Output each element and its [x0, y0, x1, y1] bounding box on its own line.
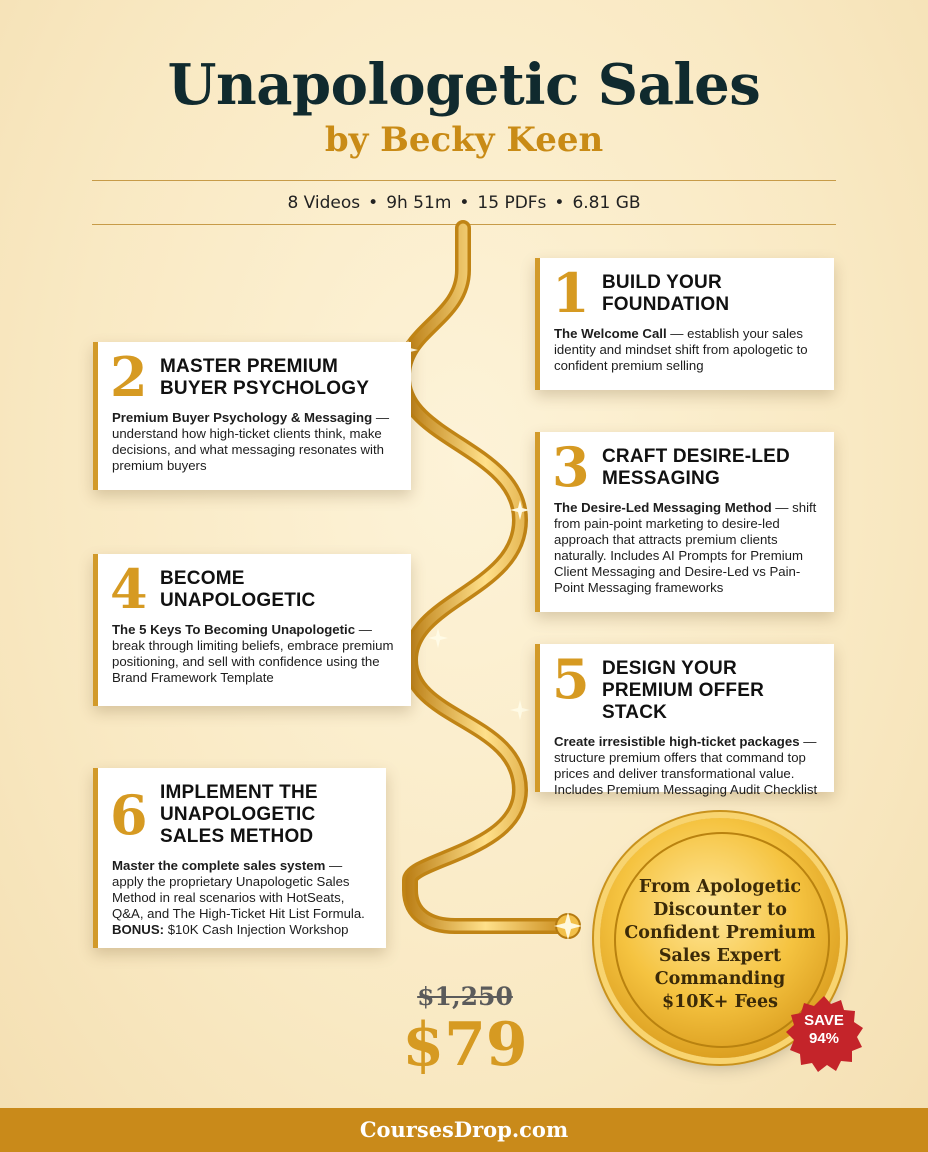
step-number: 6	[110, 783, 148, 847]
step-title: BUILD YOUR FOUNDATION	[602, 272, 730, 315]
step-title: IMPLEMENT THE UNAPOLOGETIC SALES METHOD	[160, 782, 318, 847]
seal-line-1: SAVE	[804, 1012, 844, 1029]
seal-line-2: 94%	[808, 1030, 840, 1047]
bonus-text: $10K Cash Injection Workshop	[164, 922, 349, 937]
step-title: CRAFT DESIRE-LED MESSAGING	[602, 446, 790, 489]
sparkle-icon	[554, 912, 582, 940]
step-number: 5	[552, 647, 590, 711]
step-number: 1	[552, 261, 590, 325]
step-title: BECOME UNAPOLOGETIC	[160, 568, 316, 611]
author-subtitle: by Becky Keen	[324, 120, 604, 160]
sparkle-icon	[510, 700, 530, 720]
step-title: MASTER PREMIUM BUYER PSYCHOLOGY	[160, 356, 370, 399]
sale-price: $79	[402, 1010, 528, 1080]
stat-pdfs: 15 PDFs	[477, 193, 547, 213]
step-description: Premium Buyer Psychology & Messaging — understand how high-ticket clients think, make decisions, and what messaging resonates with premium buyers	[112, 410, 390, 473]
sparkle-icon	[428, 628, 448, 648]
step-card-1	[535, 258, 834, 390]
original-price: $1,250	[417, 982, 513, 1011]
step-card-2	[93, 342, 411, 490]
step-description: The Desire-Led Messaging Method — shift from pain-point marketing to desire-led approach that attracts premium clients naturally. Includes AI Prompts for Premium Client Messaging and Desire-Led vs Pain-Point Messaging frameworks	[554, 500, 817, 595]
step-card-4	[93, 554, 411, 706]
step-card-6	[93, 768, 386, 948]
step-description: The Welcome Call — establish your sales identity and mindset shift from apologetic to confident premium selling	[554, 326, 808, 373]
step-card-5	[535, 644, 834, 797]
stat-size: 6.81 GB	[572, 193, 641, 213]
stat-duration: 9h 51m	[386, 193, 452, 213]
stat-videos: 8 Videos	[287, 193, 361, 213]
page-title: Unapologetic Sales	[167, 52, 761, 118]
course-stats: 8 Videos • 9h 51m • 15 PDFs • 6.81 GB	[287, 193, 641, 213]
step-number: 3	[552, 435, 590, 499]
save-seal-badge	[784, 994, 864, 1074]
step-description: The 5 Keys To Becoming Unapologetic — break through limiting beliefs, embrace premium positioning, and sell with confidence using the Brand Framework Template	[112, 622, 394, 685]
step-number: 2	[110, 345, 148, 409]
footer-site-link[interactable]: CoursesDrop.com	[0, 1108, 928, 1152]
step-description: Master the complete sales system — apply the proprietary Unapologetic Sales Method in real scenarios with HotSeats, Q&A, and The High-Ticket Hit List Formula. BONUS: $10K Cash Injection Workshop	[112, 858, 365, 937]
medal-text: From Apologetic Discounter to Confident Premium Sales Expert Commanding $10K+ Fees	[624, 877, 816, 1012]
step-description: Create irresistible high-ticket packages — structure premium offers that command top prices and deliver transformational value. Includes Premium Messaging Audit Checklist	[554, 734, 818, 797]
step-number: 4	[110, 557, 148, 621]
step-card-3	[535, 432, 834, 612]
step-title: DESIGN YOUR PREMIUM OFFER STACK	[602, 658, 764, 723]
bonus-label: BONUS:	[112, 922, 165, 937]
